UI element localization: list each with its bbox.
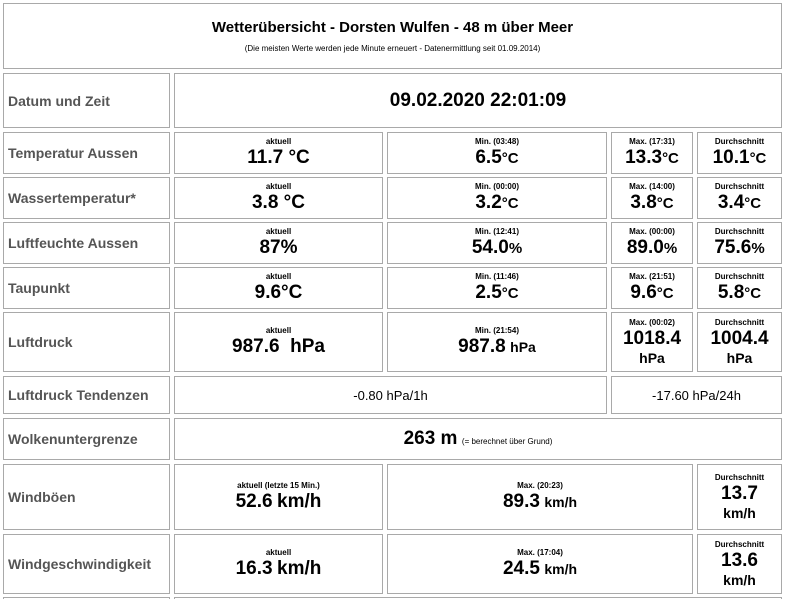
datetime-value: 09.02.2020 22:01:09	[389, 89, 567, 111]
pressure-current-value: 987.6 hPa	[232, 336, 325, 357]
dewpoint-min-cell	[387, 267, 607, 309]
row-label-humidity: Luftfeuchte Aussen	[3, 222, 170, 264]
wind-max-unit: km/h	[544, 561, 578, 577]
humidity-min-cell	[387, 222, 607, 264]
gust-current-value: 52.6	[235, 491, 273, 512]
dewpoint-min-unit: °C	[501, 285, 519, 302]
water-current-value: 3.8 °C	[251, 192, 305, 213]
water-min-cell	[387, 177, 607, 219]
row-label-dewpoint: Taupunkt	[3, 267, 170, 309]
wind-current-label: aktuell	[265, 548, 292, 557]
temperature-max-cell	[611, 132, 693, 174]
water-avg-unit: °C	[744, 195, 762, 212]
humidity-min-unit: %	[508, 240, 523, 257]
gust-current-label: aktuell (letzte 15 Min.)	[237, 481, 320, 490]
humidity-avg-unit: %	[751, 240, 765, 257]
datetime-cell	[174, 73, 782, 128]
dewpoint-avg-unit: °C	[744, 285, 762, 302]
pressure-avg-value: 1004.4	[710, 328, 769, 349]
pressure-current-label: aktuell	[265, 326, 292, 335]
temperature-max-label: Max. (17:31)	[629, 137, 675, 146]
temperature-current-value: 11.7 °C	[247, 147, 310, 168]
temperature-avg-unit: °C	[749, 150, 767, 167]
humidity-max-label: Max. (00:00)	[629, 227, 675, 236]
gust-max-value: 89.3	[502, 491, 540, 512]
temperature-avg-cell	[697, 132, 782, 174]
humidity-avg-label: Durchschnitt	[714, 227, 765, 236]
row-label-cloud-base: Wolkenuntergrenze	[3, 418, 170, 460]
cloud-base-cell	[174, 418, 782, 460]
dewpoint-current-label: aktuell	[265, 272, 292, 281]
pressure-max-cell	[611, 312, 693, 372]
row-label-water-temperature: Wassertemperatur*	[3, 177, 170, 219]
water-min-unit: °C	[501, 195, 519, 212]
temperature-min-unit: °C	[501, 150, 519, 167]
pressure-trend-1h-cell	[174, 376, 607, 414]
temperature-max-unit: °C	[662, 150, 679, 167]
gust-current-unit: km/h	[277, 491, 322, 512]
row-label-temperature: Temperatur Aussen	[3, 132, 170, 174]
dewpoint-current-value: 9.6°C	[254, 282, 303, 303]
pressure-max-label: Max. (00:02)	[629, 318, 675, 327]
pressure-trend-24h-cell	[611, 376, 782, 414]
pressure-max-unit: hPa	[639, 350, 665, 366]
pressure-min-value: 987.8	[458, 336, 506, 357]
water-avg-cell	[697, 177, 782, 219]
humidity-current-value: 87%	[259, 237, 298, 258]
water-max-value: 3.8	[630, 192, 657, 213]
row-label-pressure: Luftdruck	[3, 312, 170, 372]
wind-max-value: 24.5	[502, 558, 540, 579]
pressure-avg-label: Durchschnitt	[714, 318, 765, 327]
row-label-wind-speed: Windgeschwindigkeit	[3, 534, 170, 594]
wind-current-unit: km/h	[277, 558, 322, 579]
dewpoint-max-unit: °C	[656, 285, 674, 302]
pressure-min-unit: hPa	[510, 339, 536, 355]
temperature-avg-label: Durchschnitt	[714, 137, 765, 146]
humidity-min-value: 54.0	[471, 237, 509, 258]
gust-avg-unit: km/h	[723, 505, 756, 521]
temperature-min-cell	[387, 132, 607, 174]
wind-avg-value: 13.6	[721, 550, 758, 571]
gust-max-label: Max. (20:23)	[517, 481, 563, 490]
cloud-base-value: 263 m	[403, 428, 458, 449]
gust-avg-value: 13.7	[721, 483, 758, 504]
humidity-max-cell	[611, 222, 693, 264]
dewpoint-min-value: 2.5	[475, 282, 502, 303]
gust-avg-label: Durchschnitt	[714, 473, 765, 482]
dewpoint-current-cell	[174, 267, 383, 309]
row-label-wind-gust: Windböen	[3, 464, 170, 530]
water-avg-label: Durchschnitt	[714, 182, 765, 191]
header-cell	[3, 3, 782, 69]
humidity-avg-cell	[697, 222, 782, 264]
pressure-trend-1h-value: -0.80 hPa/1h	[353, 387, 428, 403]
dewpoint-max-value: 9.6	[630, 282, 657, 303]
gust-max-cell	[387, 464, 693, 530]
dewpoint-avg-cell	[697, 267, 782, 309]
page-title: Wetterübersicht - Dorsten Wulfen - 48 m über Meer	[211, 19, 574, 36]
water-min-value: 3.2	[475, 192, 502, 213]
humidity-avg-value: 75.6	[714, 237, 752, 258]
dewpoint-avg-value: 5.8	[717, 282, 745, 303]
wind-avg-unit: km/h	[723, 572, 756, 588]
row-label-datetime: Datum und Zeit	[3, 73, 170, 128]
humidity-max-value: 89.0	[626, 237, 664, 258]
gust-current-cell	[174, 464, 383, 530]
water-max-unit: °C	[656, 195, 674, 212]
dewpoint-max-cell	[611, 267, 693, 309]
row-label-pressure-trend: Luftdruck Tendenzen	[3, 376, 170, 414]
humidity-current-cell	[174, 222, 383, 264]
pressure-avg-cell	[697, 312, 782, 372]
temperature-current-cell	[174, 132, 383, 174]
gust-avg-cell	[697, 464, 782, 530]
gust-max-unit: km/h	[544, 494, 578, 510]
wind-avg-label: Durchschnitt	[714, 540, 765, 549]
humidity-current-label: aktuell	[265, 227, 292, 236]
water-max-cell	[611, 177, 693, 219]
water-avg-value: 3.4	[717, 192, 745, 213]
humidity-min-label: Min. (12:41)	[474, 227, 519, 236]
page-subtitle: (Die meisten Werte werden jede Minute erneuert - Datenermittlung seit 01.09.2014)	[244, 44, 541, 53]
wind-current-value: 16.3	[235, 558, 273, 579]
pressure-trend-24h-value: -17.60 hPa/24h	[652, 387, 741, 403]
temperature-current-label: aktuell	[265, 137, 292, 146]
wind-max-label: Max. (17:04)	[517, 548, 563, 557]
dewpoint-avg-label: Durchschnitt	[714, 272, 765, 281]
water-min-label: Min. (00:00)	[474, 182, 519, 191]
wind-avg-cell	[697, 534, 782, 594]
temperature-min-value: 6.5	[475, 147, 502, 168]
water-current-label: aktuell	[265, 182, 292, 191]
pressure-min-label: Min. (21:54)	[474, 326, 519, 335]
temperature-min-label: Min. (03:48)	[474, 137, 519, 146]
temperature-avg-value: 10.1	[712, 147, 750, 168]
cloud-base-note: (= berechnet über Grund)	[461, 437, 553, 446]
pressure-current-cell	[174, 312, 383, 372]
temperature-max-value: 13.3	[625, 147, 663, 168]
wind-current-cell	[174, 534, 383, 594]
dewpoint-min-label: Min. (11:46)	[475, 272, 519, 281]
humidity-max-unit: %	[663, 240, 678, 257]
dewpoint-max-label: Max. (21:51)	[629, 272, 675, 281]
pressure-min-cell	[387, 312, 607, 372]
pressure-avg-unit: hPa	[726, 350, 753, 366]
wind-max-cell	[387, 534, 693, 594]
pressure-max-value: 1018.4	[622, 328, 682, 349]
water-max-label: Max. (14:00)	[629, 182, 675, 191]
water-current-cell	[174, 177, 383, 219]
